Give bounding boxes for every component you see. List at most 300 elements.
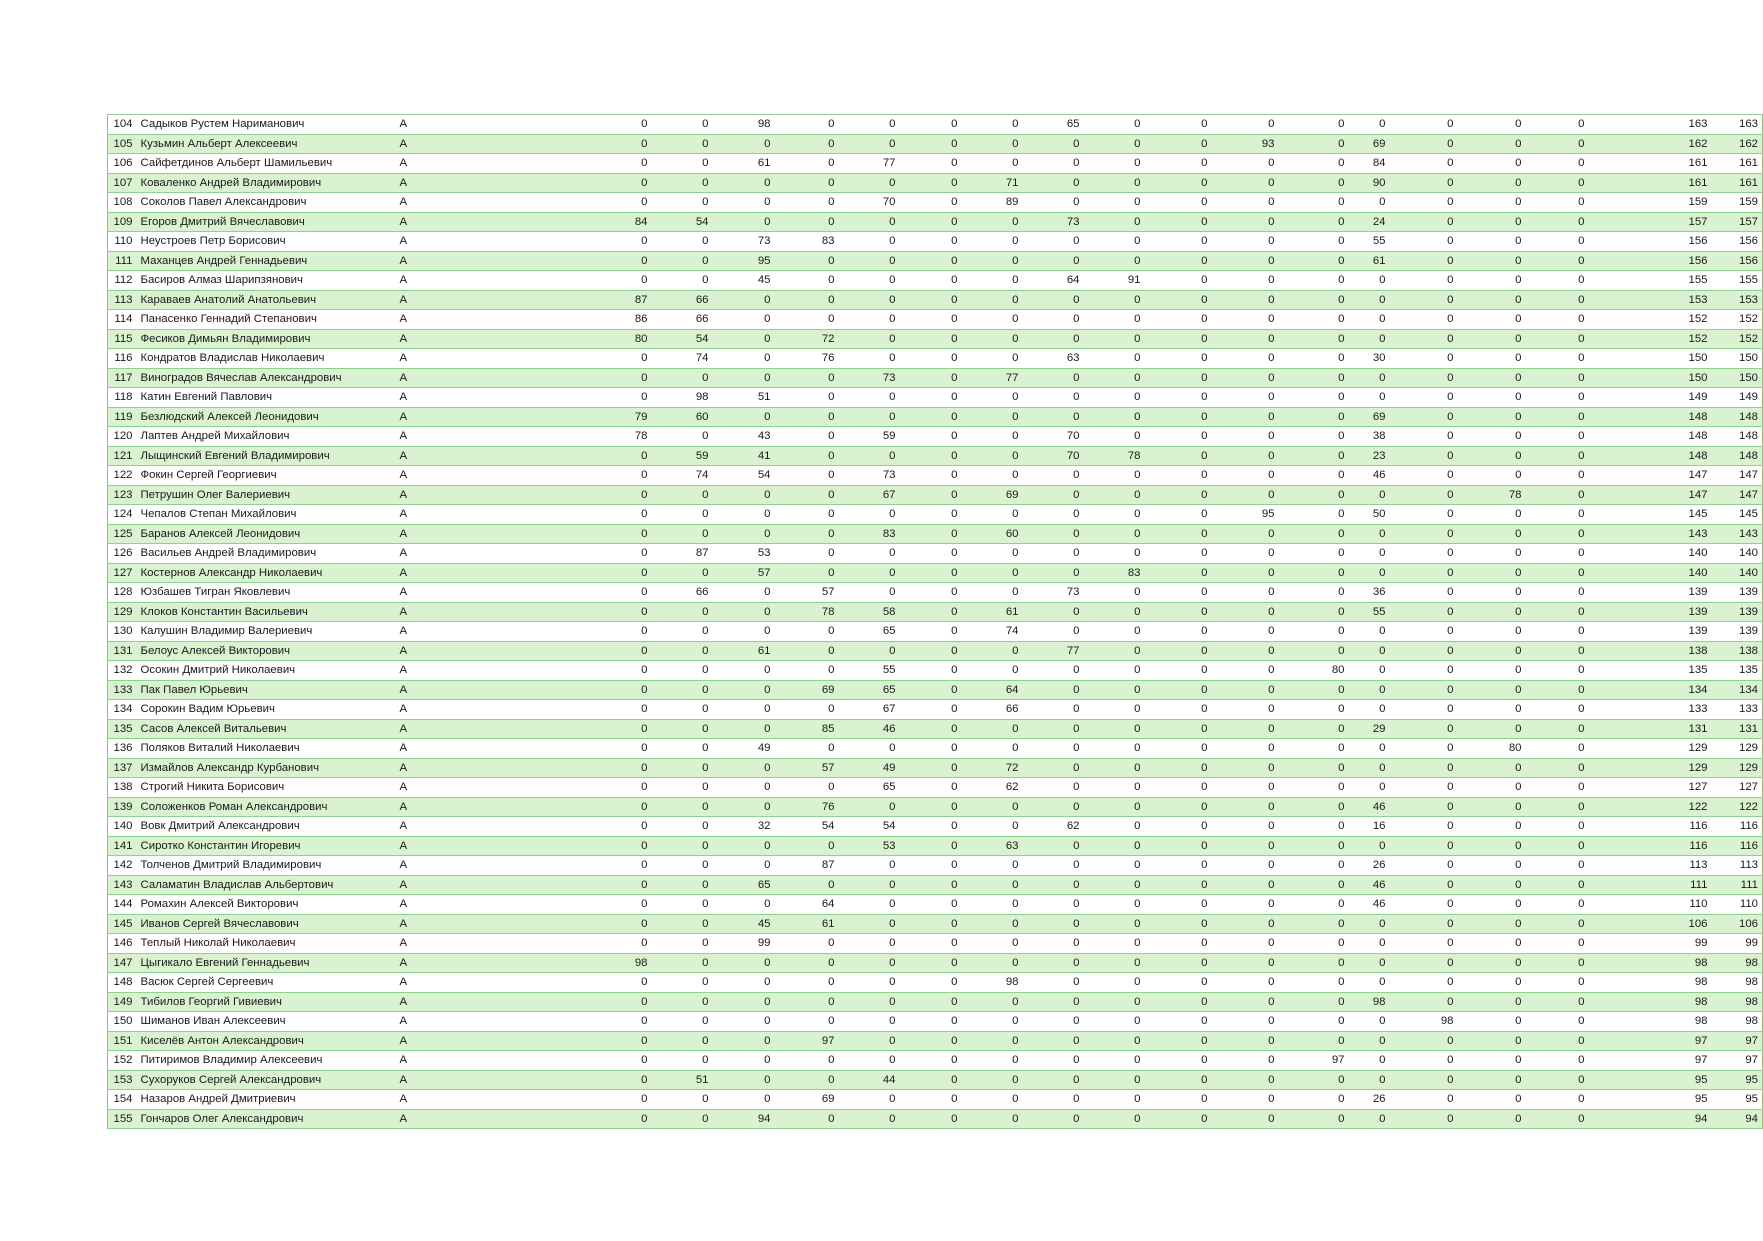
score-cell: 94 xyxy=(713,1109,775,1129)
sum-cell: 138 xyxy=(1589,641,1712,661)
participant-name: Сорокин Вадим Юрьевич xyxy=(137,700,396,720)
score-cell: 0 xyxy=(775,836,839,856)
score-cell: 0 xyxy=(1145,232,1212,252)
table-row xyxy=(108,446,1763,466)
score-cell: 0 xyxy=(1279,329,1349,349)
score-cell: 0 xyxy=(839,446,900,466)
score-cell: 0 xyxy=(713,1031,775,1051)
score-cell: 46 xyxy=(839,719,900,739)
participant-class: А xyxy=(396,1051,543,1071)
score-cell: 0 xyxy=(900,446,962,466)
score-cell: 86 xyxy=(543,310,652,330)
score-cell: 0 xyxy=(652,134,713,154)
score-cell: 0 xyxy=(1145,680,1212,700)
score-cell: 0 xyxy=(900,329,962,349)
score-cell: 98 xyxy=(652,388,713,408)
score-cell: 0 xyxy=(1526,914,1589,934)
sum-cell: 159 xyxy=(1589,193,1712,213)
score-cell: 0 xyxy=(1390,524,1458,544)
score-cell: 61 xyxy=(962,602,1023,622)
score-cell: 0 xyxy=(962,719,1023,739)
score-cell: 0 xyxy=(1084,1012,1145,1032)
score-cell: 0 xyxy=(1390,212,1458,232)
score-cell: 0 xyxy=(775,368,839,388)
row-number: 147 xyxy=(108,953,137,973)
sum-cell: 95 xyxy=(1589,1090,1712,1110)
sum-cell: 152 xyxy=(1589,310,1712,330)
score-cell: 0 xyxy=(1349,1051,1390,1071)
sum-cell: 156 xyxy=(1589,232,1712,252)
score-cell: 0 xyxy=(543,349,652,369)
score-cell: 0 xyxy=(775,700,839,720)
score-cell: 0 xyxy=(1023,700,1084,720)
score-cell: 0 xyxy=(1279,407,1349,427)
score-cell: 0 xyxy=(1023,310,1084,330)
score-cell: 0 xyxy=(1390,310,1458,330)
participant-name: Сухоруков Сергей Александрович xyxy=(137,1070,396,1090)
score-cell: 0 xyxy=(1526,661,1589,681)
participant-name: Коваленко Андрей Владимирович xyxy=(137,173,396,193)
score-cell: 0 xyxy=(1526,1031,1589,1051)
table-row xyxy=(108,641,1763,661)
score-cell: 0 xyxy=(1458,232,1526,252)
score-cell: 77 xyxy=(1023,641,1084,661)
table-row xyxy=(108,563,1763,583)
score-cell: 0 xyxy=(1279,212,1349,232)
score-cell: 0 xyxy=(1390,485,1458,505)
score-cell: 0 xyxy=(962,388,1023,408)
score-cell: 0 xyxy=(1279,310,1349,330)
total-cell: 139 xyxy=(1712,622,1763,642)
score-cell: 0 xyxy=(1458,661,1526,681)
row-number: 105 xyxy=(108,134,137,154)
score-cell: 0 xyxy=(1212,895,1279,915)
score-cell: 0 xyxy=(1212,817,1279,837)
score-cell: 0 xyxy=(775,251,839,271)
score-cell: 0 xyxy=(1212,680,1279,700)
score-cell: 0 xyxy=(1023,1051,1084,1071)
participant-class: А xyxy=(396,212,543,232)
row-number: 111 xyxy=(108,251,137,271)
score-cell: 0 xyxy=(1145,778,1212,798)
score-cell: 0 xyxy=(962,797,1023,817)
score-cell: 0 xyxy=(1349,836,1390,856)
score-cell: 83 xyxy=(775,232,839,252)
score-cell: 0 xyxy=(1390,680,1458,700)
score-cell: 0 xyxy=(1084,719,1145,739)
sum-cell: 157 xyxy=(1589,212,1712,232)
score-cell: 0 xyxy=(1023,973,1084,993)
score-cell: 0 xyxy=(962,641,1023,661)
score-cell: 0 xyxy=(839,212,900,232)
score-cell: 0 xyxy=(900,271,962,291)
score-cell: 0 xyxy=(1145,1109,1212,1129)
table-row xyxy=(108,1090,1763,1110)
total-cell: 116 xyxy=(1712,836,1763,856)
score-cell: 0 xyxy=(1279,778,1349,798)
participant-class: А xyxy=(396,661,543,681)
score-cell: 0 xyxy=(1212,173,1279,193)
score-cell: 0 xyxy=(713,973,775,993)
row-number: 114 xyxy=(108,310,137,330)
score-cell: 0 xyxy=(1349,524,1390,544)
row-number: 125 xyxy=(108,524,137,544)
participant-name: Костернов Александр Николаевич xyxy=(137,563,396,583)
sum-cell: 95 xyxy=(1589,1070,1712,1090)
score-cell: 0 xyxy=(962,817,1023,837)
score-cell: 0 xyxy=(900,427,962,447)
total-cell: 110 xyxy=(1712,895,1763,915)
score-cell: 0 xyxy=(1145,544,1212,564)
score-cell: 0 xyxy=(1084,797,1145,817)
score-cell: 0 xyxy=(1212,622,1279,642)
score-cell: 0 xyxy=(1145,310,1212,330)
score-cell: 0 xyxy=(543,719,652,739)
score-cell: 0 xyxy=(1279,739,1349,759)
row-number: 140 xyxy=(108,817,137,837)
score-cell: 57 xyxy=(713,563,775,583)
participant-name: Басиров Алмаз Шарипзянович xyxy=(137,271,396,291)
score-cell: 0 xyxy=(839,875,900,895)
score-cell: 0 xyxy=(1390,778,1458,798)
score-cell: 0 xyxy=(1084,836,1145,856)
score-cell: 99 xyxy=(713,934,775,954)
score-cell: 84 xyxy=(1349,154,1390,174)
score-cell: 0 xyxy=(1023,388,1084,408)
score-cell: 0 xyxy=(1212,1109,1279,1129)
participant-class: А xyxy=(396,154,543,174)
score-cell: 0 xyxy=(839,797,900,817)
score-cell: 0 xyxy=(1084,388,1145,408)
score-cell: 0 xyxy=(1458,290,1526,310)
score-cell: 0 xyxy=(1023,485,1084,505)
total-cell: 152 xyxy=(1712,310,1763,330)
score-cell: 0 xyxy=(1084,544,1145,564)
score-cell: 0 xyxy=(1084,1031,1145,1051)
score-cell: 0 xyxy=(900,778,962,798)
score-cell: 0 xyxy=(1458,1109,1526,1129)
score-cell: 0 xyxy=(1023,1070,1084,1090)
score-cell: 0 xyxy=(1279,193,1349,213)
score-cell: 0 xyxy=(1023,1109,1084,1129)
score-cell: 0 xyxy=(1084,232,1145,252)
sum-cell: 116 xyxy=(1589,817,1712,837)
participant-class: А xyxy=(396,875,543,895)
table-row xyxy=(108,427,1763,447)
score-cell: 0 xyxy=(1212,466,1279,486)
row-number: 104 xyxy=(108,115,137,135)
total-cell: 139 xyxy=(1712,583,1763,603)
score-cell: 95 xyxy=(713,251,775,271)
score-cell: 36 xyxy=(1349,583,1390,603)
score-cell: 0 xyxy=(1279,427,1349,447)
score-cell: 0 xyxy=(775,622,839,642)
score-cell: 0 xyxy=(1458,953,1526,973)
row-number: 108 xyxy=(108,193,137,213)
score-cell: 0 xyxy=(1084,992,1145,1012)
score-cell: 66 xyxy=(962,700,1023,720)
score-cell: 0 xyxy=(713,329,775,349)
score-cell: 66 xyxy=(652,583,713,603)
score-cell: 0 xyxy=(1279,953,1349,973)
score-cell: 0 xyxy=(1279,485,1349,505)
score-cell: 0 xyxy=(1084,661,1145,681)
score-cell: 0 xyxy=(962,407,1023,427)
score-cell: 0 xyxy=(1023,934,1084,954)
score-cell: 0 xyxy=(775,115,839,135)
score-cell: 0 xyxy=(1526,154,1589,174)
score-cell: 0 xyxy=(775,524,839,544)
score-cell: 0 xyxy=(839,1051,900,1071)
sum-cell: 98 xyxy=(1589,953,1712,973)
score-cell: 0 xyxy=(839,329,900,349)
score-cell: 0 xyxy=(1458,973,1526,993)
score-cell: 0 xyxy=(713,797,775,817)
score-cell: 0 xyxy=(1390,115,1458,135)
score-cell: 0 xyxy=(1084,134,1145,154)
table-row xyxy=(108,875,1763,895)
row-number: 127 xyxy=(108,563,137,583)
total-cell: 127 xyxy=(1712,778,1763,798)
table-row xyxy=(108,193,1763,213)
score-cell: 0 xyxy=(1145,446,1212,466)
score-cell: 0 xyxy=(652,719,713,739)
score-cell: 0 xyxy=(652,700,713,720)
score-cell: 0 xyxy=(839,310,900,330)
score-cell: 0 xyxy=(1526,778,1589,798)
score-cell: 60 xyxy=(652,407,713,427)
score-cell: 0 xyxy=(1279,134,1349,154)
participant-name: Панасенко Геннадий Степанович xyxy=(137,310,396,330)
table-row xyxy=(108,700,1763,720)
participant-class: А xyxy=(396,349,543,369)
score-cell: 0 xyxy=(1526,680,1589,700)
score-cell: 0 xyxy=(900,232,962,252)
score-cell: 0 xyxy=(962,115,1023,135)
score-cell: 0 xyxy=(1458,349,1526,369)
score-cell: 0 xyxy=(1390,953,1458,973)
score-cell: 0 xyxy=(1526,797,1589,817)
participant-name: Теплый Николай Николаевич xyxy=(137,934,396,954)
score-cell: 0 xyxy=(1390,661,1458,681)
score-cell: 0 xyxy=(900,583,962,603)
total-cell: 135 xyxy=(1712,661,1763,681)
score-cell: 0 xyxy=(1084,193,1145,213)
score-cell: 0 xyxy=(1023,134,1084,154)
score-cell: 0 xyxy=(1084,817,1145,837)
score-cell: 43 xyxy=(713,427,775,447)
score-cell: 0 xyxy=(1526,173,1589,193)
score-cell: 0 xyxy=(652,758,713,778)
score-cell: 0 xyxy=(1526,427,1589,447)
score-cell: 0 xyxy=(900,622,962,642)
score-cell: 0 xyxy=(1390,251,1458,271)
participant-name: Вовк Дмитрий Александрович xyxy=(137,817,396,837)
sum-cell: 97 xyxy=(1589,1031,1712,1051)
score-cell: 0 xyxy=(1023,173,1084,193)
sum-cell: 147 xyxy=(1589,485,1712,505)
score-cell: 87 xyxy=(775,856,839,876)
score-cell: 0 xyxy=(543,1090,652,1110)
score-cell: 0 xyxy=(1023,914,1084,934)
score-cell: 98 xyxy=(1390,1012,1458,1032)
score-cell: 0 xyxy=(713,719,775,739)
row-number: 128 xyxy=(108,583,137,603)
participant-name: Фокин Сергей Георгиевич xyxy=(137,466,396,486)
score-cell: 93 xyxy=(1212,134,1279,154)
total-cell: 95 xyxy=(1712,1090,1763,1110)
score-cell: 0 xyxy=(1084,368,1145,388)
score-cell: 67 xyxy=(839,485,900,505)
score-cell: 0 xyxy=(1458,836,1526,856)
score-cell: 0 xyxy=(1212,329,1279,349)
score-cell: 30 xyxy=(1349,349,1390,369)
score-cell: 0 xyxy=(652,778,713,798)
table-row xyxy=(108,914,1763,934)
score-cell: 0 xyxy=(1526,544,1589,564)
score-cell: 50 xyxy=(1349,505,1390,525)
score-cell: 0 xyxy=(543,271,652,291)
score-cell: 0 xyxy=(1212,232,1279,252)
score-cell: 0 xyxy=(1023,407,1084,427)
score-cell: 0 xyxy=(1349,680,1390,700)
sum-cell: 155 xyxy=(1589,271,1712,291)
score-cell: 0 xyxy=(1390,700,1458,720)
score-cell: 0 xyxy=(1023,953,1084,973)
score-cell: 0 xyxy=(962,1070,1023,1090)
score-cell: 0 xyxy=(1526,758,1589,778)
score-cell: 0 xyxy=(1390,427,1458,447)
score-cell: 95 xyxy=(1212,505,1279,525)
score-cell: 0 xyxy=(839,641,900,661)
score-cell: 0 xyxy=(1084,173,1145,193)
score-cell: 0 xyxy=(1212,856,1279,876)
score-cell: 0 xyxy=(900,641,962,661)
score-cell: 0 xyxy=(775,310,839,330)
score-cell: 0 xyxy=(1458,992,1526,1012)
score-cell: 0 xyxy=(900,1012,962,1032)
score-cell: 0 xyxy=(1023,856,1084,876)
total-cell: 148 xyxy=(1712,407,1763,427)
score-cell: 0 xyxy=(1349,115,1390,135)
score-cell: 80 xyxy=(1279,661,1349,681)
participant-class: А xyxy=(396,739,543,759)
score-cell: 79 xyxy=(543,407,652,427)
score-cell: 0 xyxy=(1390,895,1458,915)
score-cell: 78 xyxy=(1458,485,1526,505)
score-cell: 58 xyxy=(839,602,900,622)
score-cell: 0 xyxy=(1526,895,1589,915)
score-cell: 0 xyxy=(543,758,652,778)
score-cell: 0 xyxy=(1023,719,1084,739)
score-cell: 0 xyxy=(1279,680,1349,700)
sum-cell: 147 xyxy=(1589,466,1712,486)
score-cell: 0 xyxy=(1390,271,1458,291)
score-cell: 0 xyxy=(543,836,652,856)
participant-name: Белоус Алексей Викторович xyxy=(137,641,396,661)
score-cell: 65 xyxy=(839,622,900,642)
score-cell: 0 xyxy=(713,758,775,778)
score-cell: 0 xyxy=(652,563,713,583)
participant-name: Петрушин Олег Валериевич xyxy=(137,485,396,505)
score-cell: 0 xyxy=(1023,739,1084,759)
score-cell: 0 xyxy=(962,1031,1023,1051)
score-cell: 51 xyxy=(713,388,775,408)
score-cell: 0 xyxy=(775,446,839,466)
score-cell: 0 xyxy=(1212,544,1279,564)
score-cell: 0 xyxy=(1390,973,1458,993)
score-cell: 0 xyxy=(839,115,900,135)
participant-name: Шиманов Иван Алексеевич xyxy=(137,1012,396,1032)
row-number: 145 xyxy=(108,914,137,934)
table-row xyxy=(108,739,1763,759)
score-cell: 0 xyxy=(900,524,962,544)
participant-class: А xyxy=(396,232,543,252)
score-cell: 0 xyxy=(543,251,652,271)
sum-cell: 131 xyxy=(1589,719,1712,739)
table-row xyxy=(108,680,1763,700)
score-cell: 0 xyxy=(1279,1031,1349,1051)
total-cell: 98 xyxy=(1712,1012,1763,1032)
score-cell: 0 xyxy=(1349,700,1390,720)
score-cell: 0 xyxy=(1349,271,1390,291)
score-cell: 0 xyxy=(543,817,652,837)
score-cell: 0 xyxy=(1349,388,1390,408)
score-cell: 0 xyxy=(652,1012,713,1032)
total-cell: 111 xyxy=(1712,875,1763,895)
score-cell: 0 xyxy=(1145,407,1212,427)
score-cell: 0 xyxy=(1390,232,1458,252)
score-cell: 55 xyxy=(1349,232,1390,252)
score-cell: 0 xyxy=(713,1070,775,1090)
score-cell: 0 xyxy=(1145,583,1212,603)
score-cell: 0 xyxy=(652,485,713,505)
score-cell: 0 xyxy=(1458,388,1526,408)
score-cell: 0 xyxy=(1084,407,1145,427)
score-cell: 0 xyxy=(839,953,900,973)
score-cell: 0 xyxy=(1279,388,1349,408)
score-cell: 0 xyxy=(1084,329,1145,349)
table-row xyxy=(108,895,1763,915)
score-cell: 0 xyxy=(1023,797,1084,817)
participant-class: А xyxy=(396,602,543,622)
score-cell: 0 xyxy=(1145,719,1212,739)
score-cell: 0 xyxy=(1526,953,1589,973)
score-cell: 0 xyxy=(1279,505,1349,525)
participant-class: А xyxy=(396,895,543,915)
score-cell: 0 xyxy=(1023,329,1084,349)
score-cell: 24 xyxy=(1349,212,1390,232)
participant-name: Назаров Андрей Дмитриевич xyxy=(137,1090,396,1110)
score-cell: 0 xyxy=(1084,914,1145,934)
score-cell: 0 xyxy=(962,1090,1023,1110)
score-cell: 0 xyxy=(1526,992,1589,1012)
score-cell: 57 xyxy=(775,583,839,603)
score-cell: 0 xyxy=(1212,719,1279,739)
score-cell: 0 xyxy=(1279,583,1349,603)
score-cell: 0 xyxy=(1084,290,1145,310)
score-cell: 0 xyxy=(962,1051,1023,1071)
table-row xyxy=(108,1109,1763,1129)
score-cell: 0 xyxy=(962,739,1023,759)
score-cell: 0 xyxy=(1279,856,1349,876)
score-cell: 0 xyxy=(900,895,962,915)
score-cell: 0 xyxy=(1084,953,1145,973)
score-cell: 0 xyxy=(900,505,962,525)
score-cell: 0 xyxy=(839,349,900,369)
score-cell: 0 xyxy=(1390,856,1458,876)
score-cell: 72 xyxy=(775,329,839,349)
